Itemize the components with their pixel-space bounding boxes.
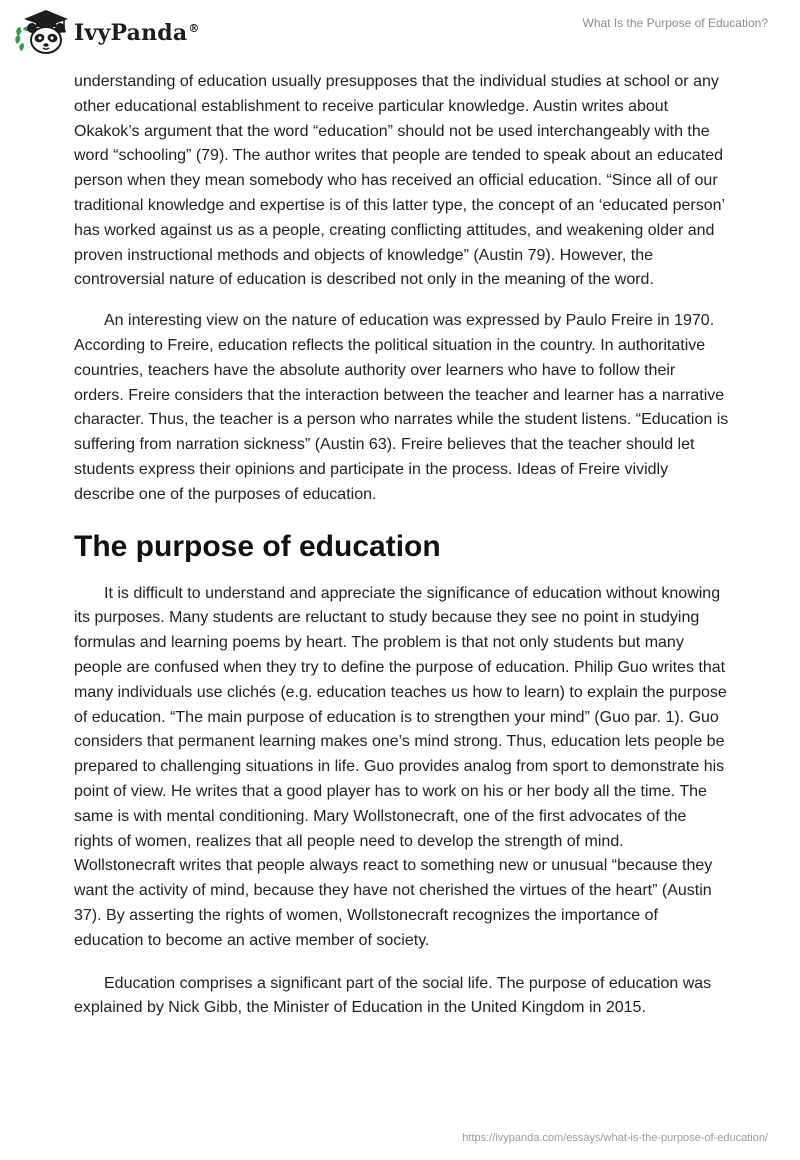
section-heading: The purpose of education [74,529,441,563]
paragraph: An interesting view on the nature of education was expressed by Paulo Freire in 1970. According to Freire, education reflects the political situation in the country. In authoritative countries, teachers have the absolute authority over learners who have to follow their orders. Freire considers that the interaction between the teacher and learner has a narrative character. Thus, the teacher is a person who narrates while the student listens. “Education is suffering from narration sickness” (Austin 63). Freire believes that the teacher should let students express their opinions and participate in the process. Ideas of Freire vividly describe one of the purposes of education. [74,312,729,503]
brand-name: IvyPanda® [74,20,200,46]
ivypanda-logo[interactable] [14,6,200,58]
source-url[interactable]: https://ivypanda.com/essays/what-is-the-purpose-of-education/ [462,1132,768,1144]
paragraph: Education comprises a significant part of the social life. The purpose of education was explained by Nick Gibb, the Minister of Education in the United Kingdom in 2015. [74,974,712,1017]
page-header [0,0,800,64]
panda-graduate-icon [14,6,70,58]
essay-body [74,70,729,1021]
paragraph: understanding of education usually presupposes that the individual studies at school or any other educational establishment to receive particular knowledge. Austin writes about Okakok’s argument that the word “education” should not be used interchangeably with the word “schooling” (79). The author writes that people are tended to speak about an educated person when they mean somebody who has received an official education. “Since all of our traditional knowledge and expertise is of this latter type, the concept of an ‘educated person’ has worked against us as a people, creating conflicting attitudes, and weakening older and proven instructional methods and objects of knowledge” (Austin 79). However, the controversial nature of education is described not only in the meaning of the word. [74,73,725,289]
paragraph: It is difficult to understand and appreciate the significance of education without knowing its purposes. Many students are reluctant to study because they see no point in studying formulas and learning poems by heart. The problem is that not only students but many people are confused when they try to define the purpose of education. Philip Guo writes that many individuals use clichés (e.g. education teaches us how to learn) to explain the purpose of education. “The main purpose of education is to strengthen your mind” (Guo par. 1). Guo considers that permanent learning makes one’s mind strong. Thus, education lets people be prepared to challenging situations in life. Guo provides analog from sport to demonstrate his point of view. He writes that a good player has to work on his or her body all the time. The same is with mental conditioning. Mary Wollstonecraft, one of the first advocates of the rights of women, realizes that all people need to develop the strength of mind. Wollstonecraft writes that people always react to something new or unusual “because they want the activity of mind, because they have not cherished the virtues of the heart” (Austin 37). By asserting the rights of women, Wollstonecraft recognizes the importance of education to become an active member of society. [74,584,727,949]
page-title: What Is the Purpose of Education? [582,16,768,30]
